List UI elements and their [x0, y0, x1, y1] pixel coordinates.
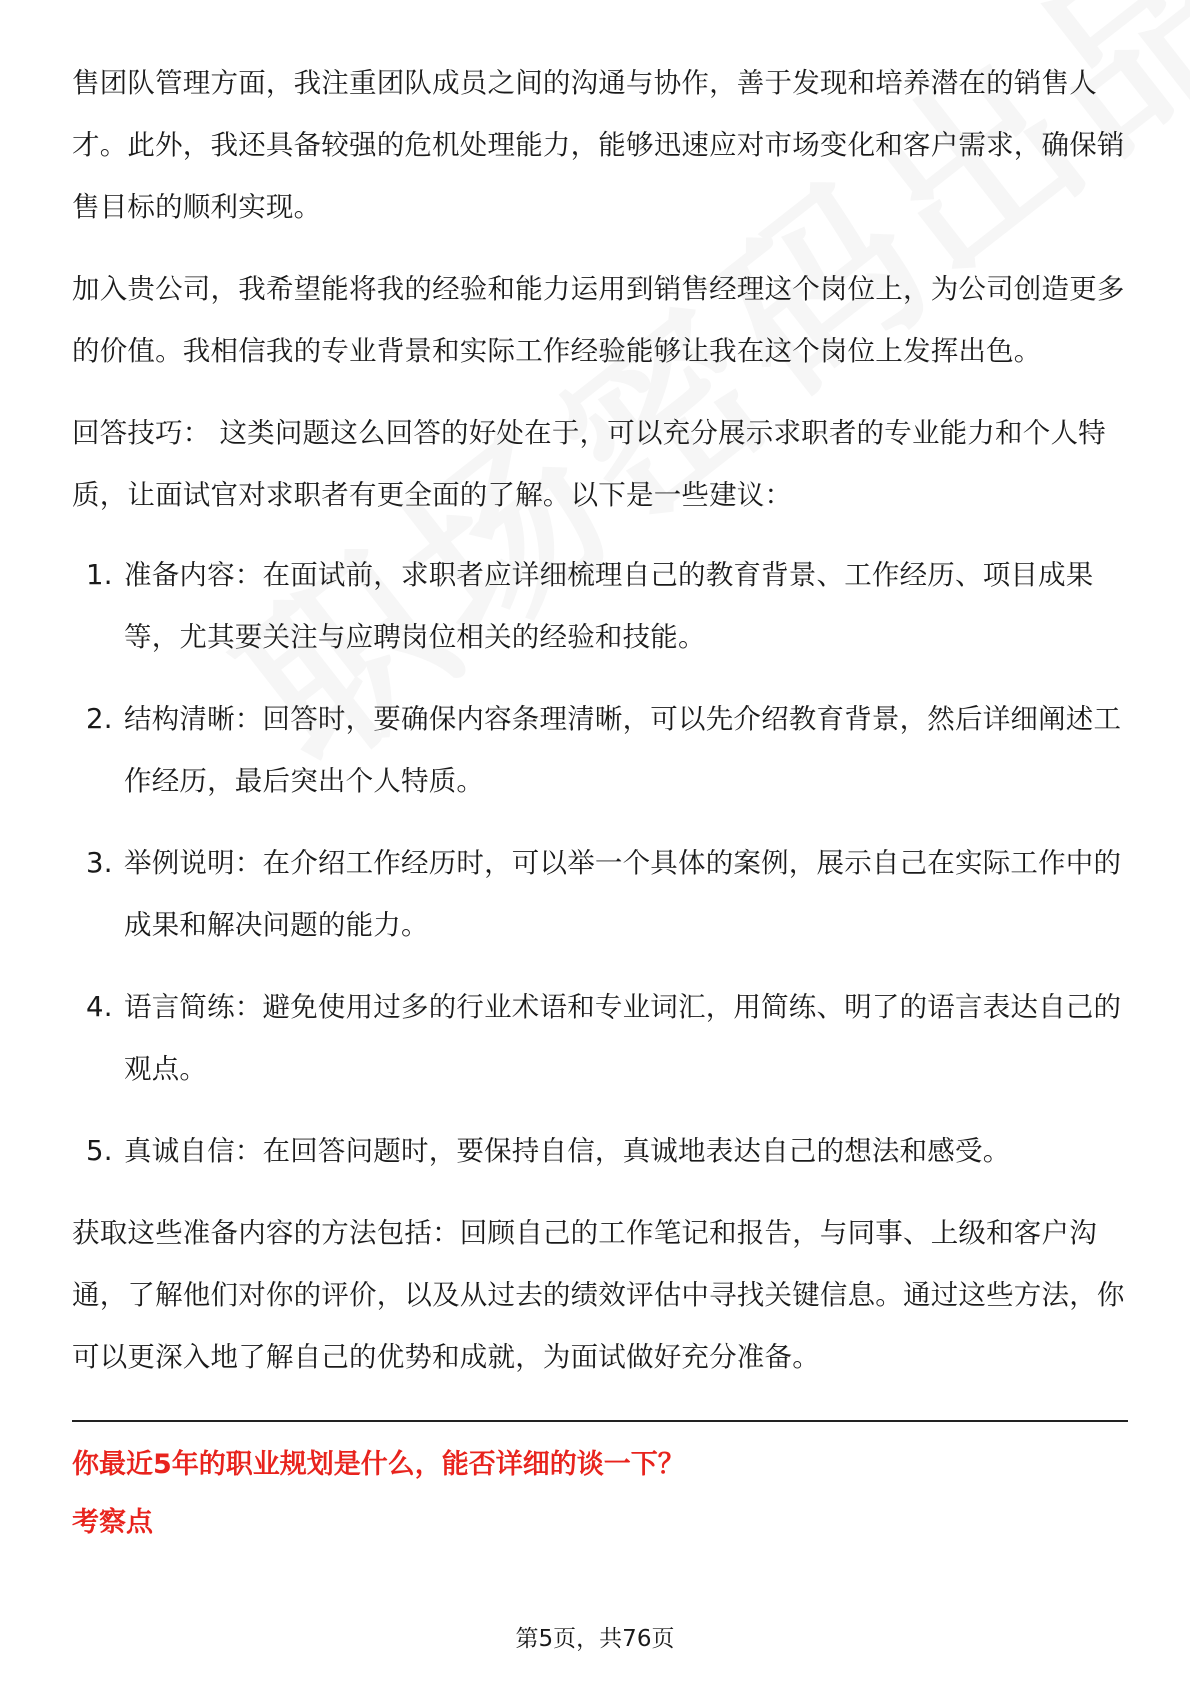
paragraph-team-management: 售团队管理方面，我注重团队成员之间的沟通与协作，善于发现和培养潜在的销售人才。此外，我还具备较强的危机处理能力，能够迅速应对市场变化和客户需求，确保销售目标的顺利实现。: [72, 67, 1125, 223]
tips-list: [72, 544, 1128, 1182]
document-page: [72, 52, 1128, 1548]
list-item-text: 语言简练：避免使用过多的行业术语和专业词汇，用简练、明了的语言表达自己的观点。: [124, 991, 1122, 1085]
page-footer: 第5页，共76页: [515, 1626, 675, 1652]
paragraph-join-company: 加入贵公司，我希望能将我的经验和能力运用到销售经理这个岗位上，为公司创造更多的价值。我相信我的专业背景和实际工作经验能够让我在这个岗位上发挥出色。: [72, 273, 1125, 367]
list-item: [72, 832, 1128, 956]
section-divider: [72, 1420, 1128, 1422]
list-item-number: 1.: [86, 559, 113, 591]
paragraph-closing: 获取这些准备内容的方法包括：回顾自己的工作笔记和报告，与同事、上级和客户沟通，了解他们对你的评价，以及从过去的绩效评估中寻找关键信息。通过这些方法，你可以更深入地了解自己的优势和成就，为面试做好充分准备。: [72, 1217, 1125, 1373]
paragraph-answer-tips: 回答技巧： 这类问题这么回答的好处在于，可以充分展示求职者的专业能力和个人特质，让面试官对求职者有更全面的了解。以下是一些建议：: [72, 417, 1106, 511]
list-item-number: 4.: [86, 991, 113, 1023]
list-item-text: 准备内容：在面试前，求职者应详细梳理自己的教育背景、工作经历、项目成果等，尤其要关注与应聘岗位相关的经验和技能。: [124, 559, 1094, 653]
next-question-subheading: 考察点: [72, 1507, 153, 1538]
list-item: [72, 976, 1128, 1100]
list-item-text: 举例说明：在介绍工作经历时，可以举一个具体的案例，展示自己在实际工作中的成果和解决问题的能力。: [124, 847, 1122, 941]
list-item: [72, 544, 1128, 668]
list-item-number: 2.: [86, 703, 113, 735]
list-item: [72, 1120, 1128, 1182]
next-question-title: 你最近5年的职业规划是什么，能否详细的谈一下？: [72, 1449, 685, 1480]
list-item-text: 真诚自信：在回答问题时，要保持自信，真诚地表达自己的想法和感受。: [124, 1135, 1011, 1167]
list-item-text: 结构清晰：回答时，要确保内容条理清晰，可以先介绍教育背景，然后详细阐述工作经历，最后突出个人特质。: [124, 703, 1122, 797]
list-item: [72, 688, 1128, 812]
list-item-number: 3.: [86, 847, 113, 879]
list-item-number: 5.: [86, 1135, 113, 1167]
